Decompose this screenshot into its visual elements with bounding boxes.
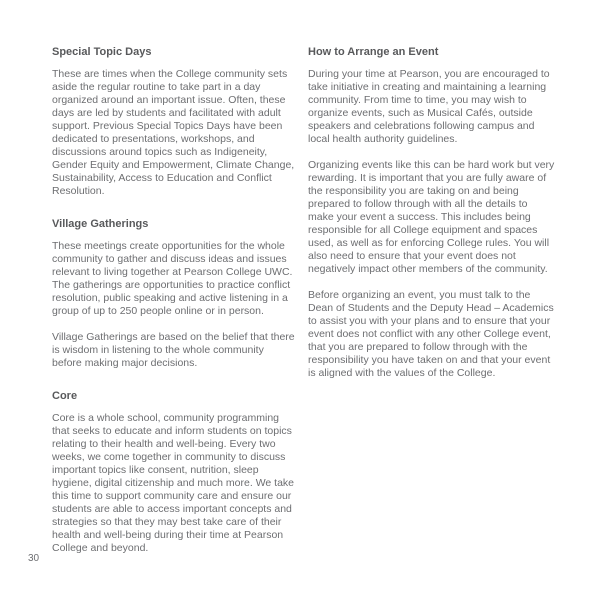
body-paragraph: These are times when the College community sets aside the regular routine to take part in a day organized around an important issue. Often, these days are led by students and facilitated with adult support. Previous Special Topics Days have been dedicated to presentations, workshops, and discussions around topics such as Indigeneity, Gender Equity and Empowerment, Climate Change, Sustainability, Access to Education and Conflict Resolution. [52, 68, 295, 197]
section-heading: Core [52, 390, 78, 402]
body-paragraph: Organizing events like this can be hard work but very rewarding. It is important that you are fully aware of the responsibility you are taking on and being prepared to follow through with all the details to make your event a success. This includes being responsible for all College equipment and spaces used, as well as for enforcing College rules. You will also need to ensure that your event does not negatively impact other members of the community. [308, 159, 555, 275]
section-heading: Village Gatherings [52, 218, 149, 230]
body-paragraph: Before organizing an event, you must talk to the Dean of Students and the Deputy Head – Academics to assist you with your plans and to ensure that your event does not conflict with any other College event, that you are prepared to follow through with the responsibility you have taken on and that your event is aligned with the values of the College. [308, 289, 554, 379]
section [52, 211, 295, 370]
page-number: 30 [28, 553, 40, 564]
section [52, 46, 295, 198]
section-heading: How to Arrange an Event [308, 46, 439, 58]
section [308, 46, 556, 380]
left-column [52, 46, 295, 568]
body-paragraph: During your time at Pearson, you are encouraged to take initiative in creating and maintaining a learning community. From time to time, you may wish to organize events, such as Musical Cafés, outside speakers and celebrations following campus and local health authority guidelines. [308, 68, 550, 145]
section-heading: Special Topic Days [52, 46, 152, 58]
body-paragraph: These meetings create opportunities for the whole community to gather and discuss ideas and issues relevant to living together at Pearson College UWC. The gatherings are opportunities to practice conflict resolution, public speaking and active listening in a group of up to 250 people online or in person. [52, 240, 293, 317]
body-paragraph: Core is a whole school, community programming that seeks to educate and inform students on topics relating to their health and well-being. Every two weeks, we come together in community to discuss important topics like consent, nutrition, sleep hygiene, digital citizenship and much more. We take this time to support community care and ensure our students are able to access important concepts and strategies so that they may best take care of their health and well-being during their time at Pearson College and beyond. [52, 412, 295, 554]
right-column [308, 46, 556, 393]
section [52, 383, 295, 555]
body-paragraph: Village Gatherings are based on the belief that there is wisdom in listening to the whole community before making major decisions. [52, 331, 295, 369]
